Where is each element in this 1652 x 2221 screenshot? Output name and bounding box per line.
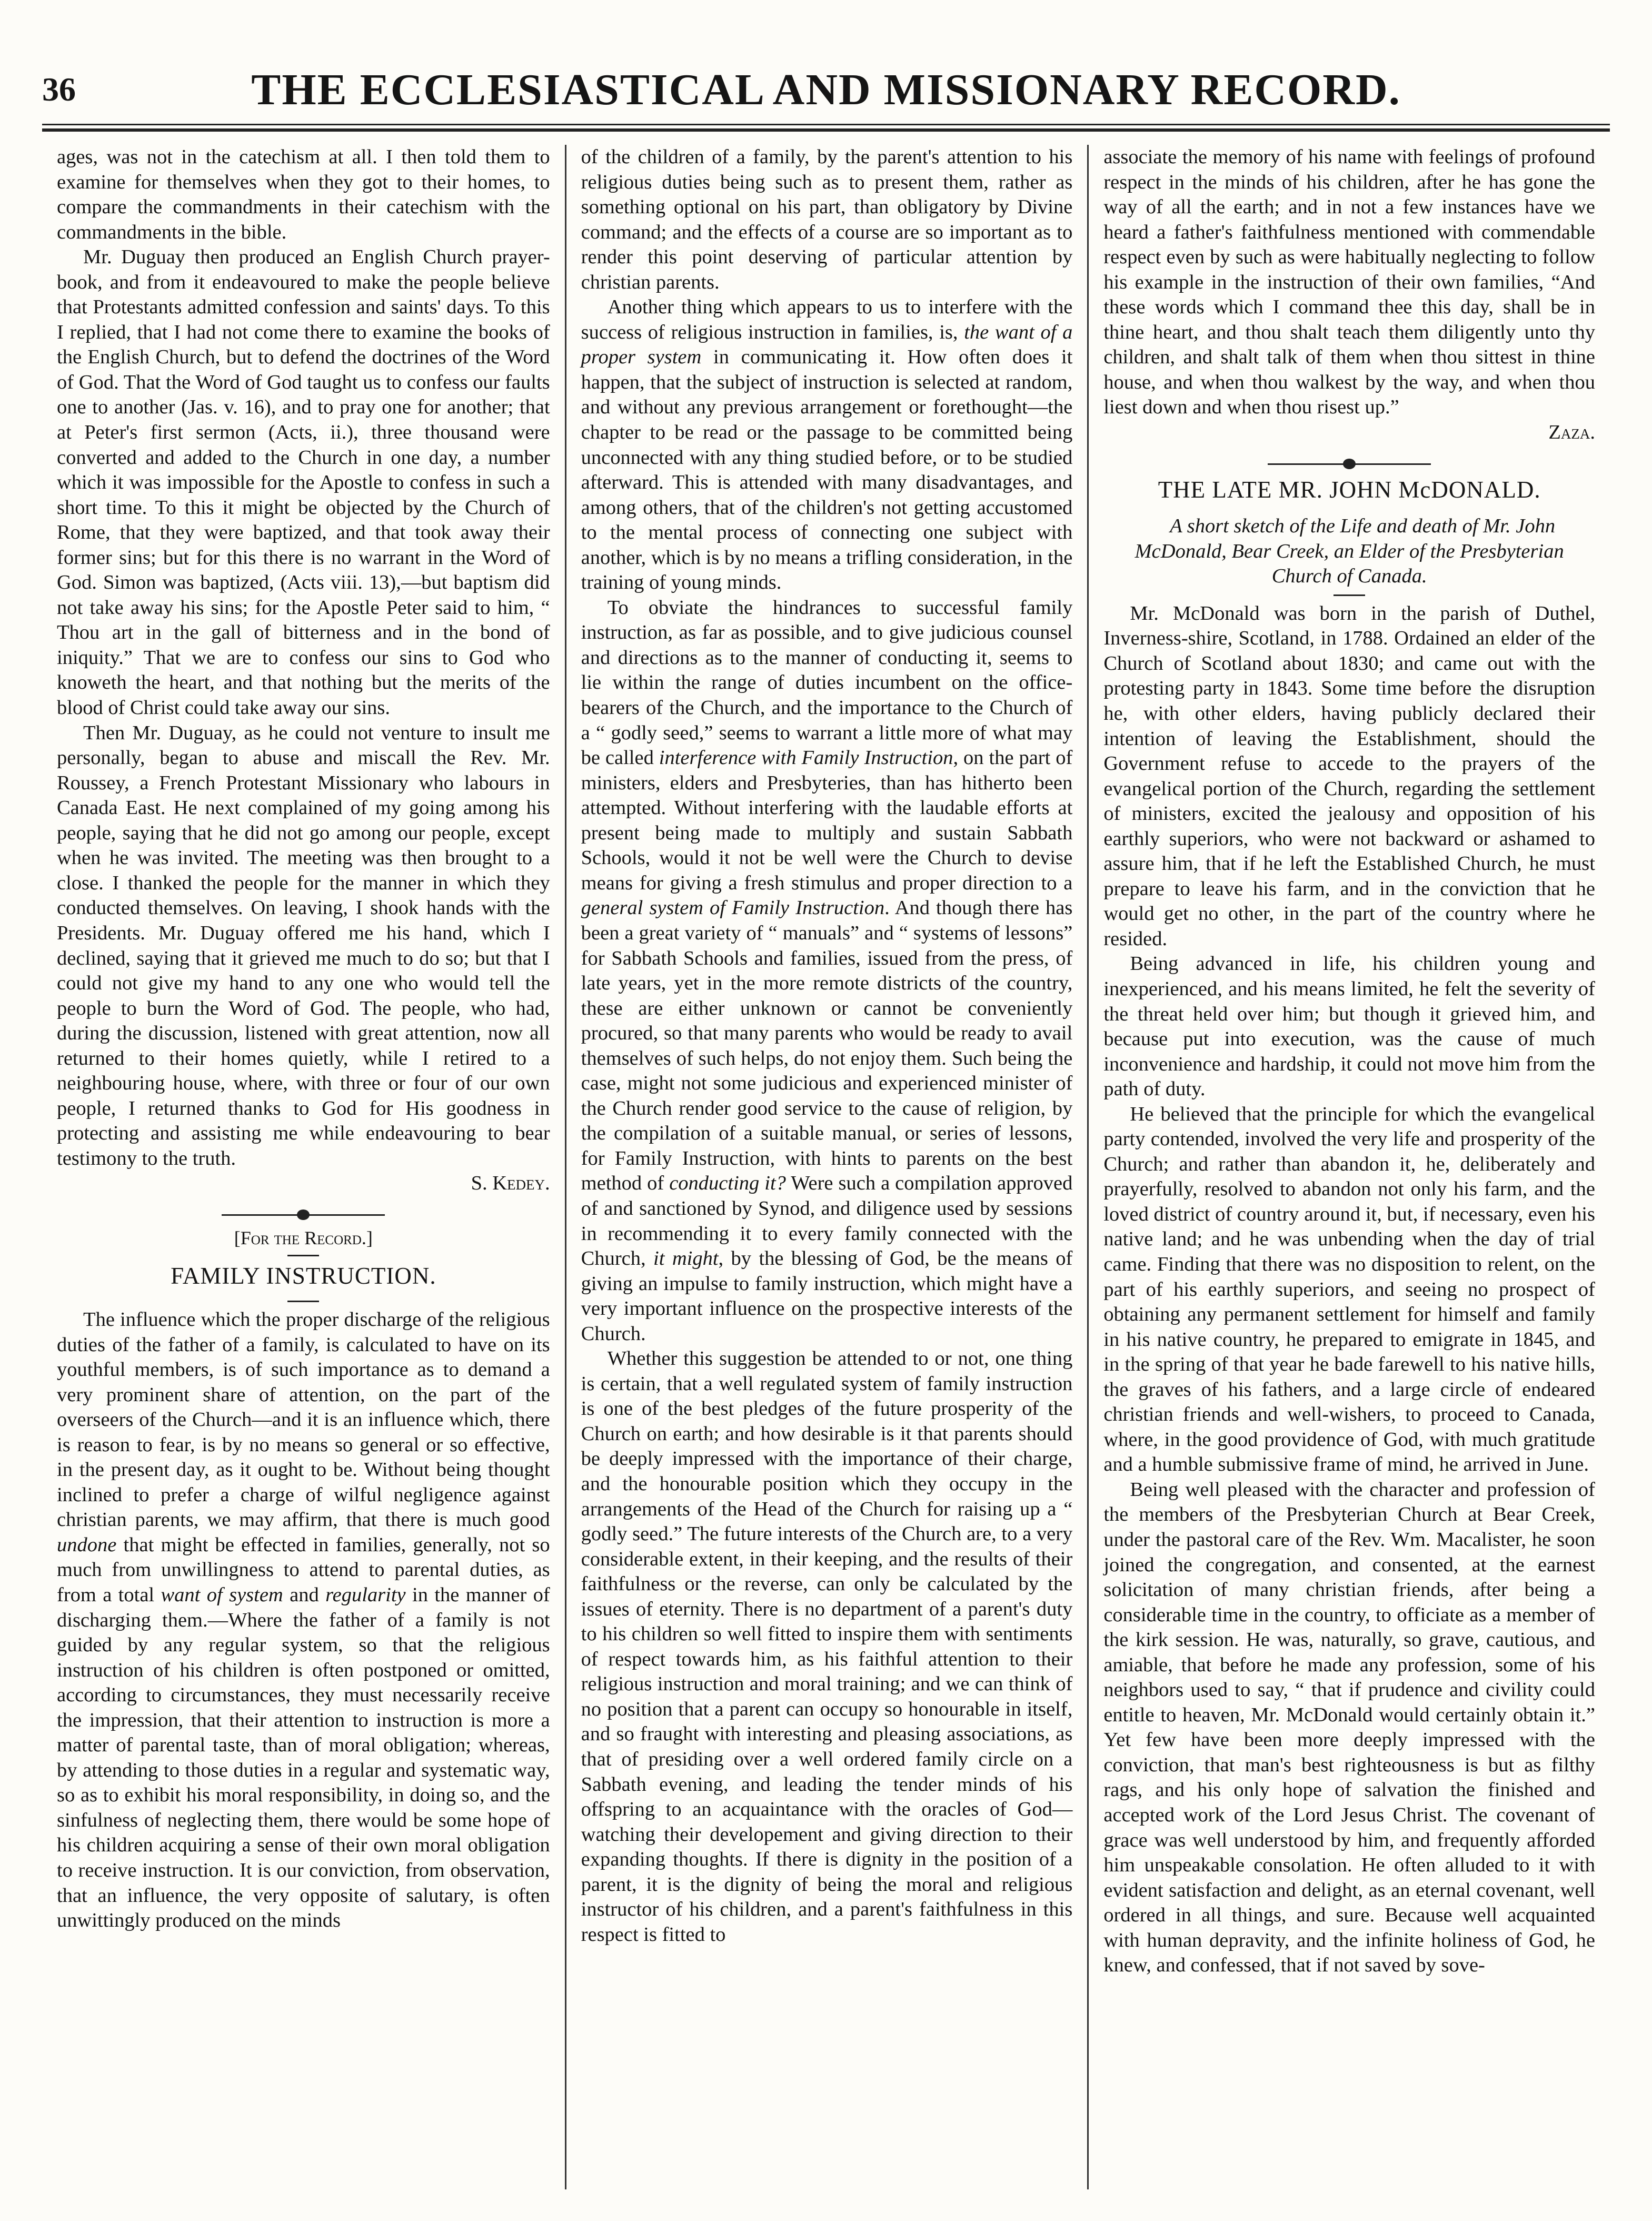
article-subtitle: A short sketch of the Life and death of Mr. John McDonald, Bear Creek, an Elder of the Presbyterian Church of Canada. <box>1134 515 1564 588</box>
paragraph: associate the memory of his name with feelings of profound respect in the minds of his children, after he has gone the way of all the earth; and in not a few instances have we heard a father's faithfulness mentioned with commendable respect even by such as were habitually neglecting to follow his example in the instruction of their own families, “And these words which I command thee this day, shall be in thine heart, and thou shalt teach them diligently unto thy children, and shalt talk of them when thou sittest in thine house, and when thou walkest by the way, and when thou liest down and when thou risest up.” <box>1103 146 1595 419</box>
emphasis: conducting it? <box>669 1172 786 1195</box>
paragraph <box>581 295 1073 596</box>
text-run: and <box>283 1584 326 1606</box>
for-record-label: [For the Record.] <box>234 1227 373 1248</box>
text-run: , by the blessing of God, be the means of giving an impulse to family instruction, which might have a very important influence on the prospective interests of the Church. <box>581 1247 1073 1345</box>
emphasis: want of system <box>161 1584 283 1606</box>
signature: Zaza. <box>1548 421 1595 444</box>
emphasis: undone <box>57 1533 117 1556</box>
text-run: , on the part of ministers, elders and Presbyteries, than has hitherto been attempted. Without interfering with the laudable efforts at present being made to multiply and sustain Sabbath Schools, would it not be well were the Church to devise means for giving a fresh stimulus and proper direction to a <box>581 747 1073 894</box>
text-run: Another thing which appears to us to interfere with the success of religious instruction in families, is, <box>581 296 1073 343</box>
header-rule-thin <box>42 124 1610 125</box>
short-rule <box>287 1301 319 1302</box>
article-columns <box>42 145 1610 2189</box>
column-1 <box>42 145 565 2189</box>
paragraph <box>57 1307 550 1934</box>
emphasis: regularity <box>325 1584 406 1606</box>
text-run: . And though there has been a great variety of “ manuals” and “ systems of lessons” for Sabbath Schools and families, issued from the press, of late years, yet in the more remote districts of the country, these are either unknown or cannot be conveniently procured, so that many parents who would be ready to avail themselves of such helps, do not enjoy them. Such being the case, might not some judicious and experienced minister of the Church render good service to the cause of religion, by the compilation of a suitable manual, or series of lessons, for Family Instruction, with hints to parents on the best method of <box>581 897 1073 1195</box>
header-rule-thick <box>42 128 1610 132</box>
column-3 <box>1087 145 1610 2189</box>
paragraph: Mr. McDonald was born in the parish of Duthel, Inverness-shire, Scotland, in 1788. Ordained an elder of the Church of Scotland about 1830; and came out with the protesting party in 1843. Some time before the disruption he, with other elders, having publicly declared their intention of leaving the Establishment, should the Government refuse to accede to the prayers of the evangelical portion of the Church, regarding the settlement of ministers, excited the jealousy and opposition of his earthly superiors, who were not backward or ashamed to assure him, that if he left the Established Church, he must prepare to leave his farm, and in the conviction that he would get no other, in the part of the country where he resided. <box>1103 602 1595 950</box>
short-rule <box>287 1255 319 1256</box>
paragraph: ages, was not in the catechism at all. I then told them to examine for themselves when they got to their homes, to compare the commandments in their catechism with the commandments in the bible. <box>57 146 550 243</box>
emphasis: the want of a proper system <box>581 321 1073 369</box>
paragraph: Then Mr. Duguay, as he could not venture to insult me personally, began to abuse and miscall the Rev. Mr. Roussey, a French Protestant Missionary who labours in Canada East. He next complained of my going among his people, saying that he did not go among our people, except when he was invited. The meeting was then brought to a close. I thanked the people for the manner in which they conducted themselves. On leaving, I shook hands with the Presidents. Mr. Duguay offered me his hand, which I declined, saying that it grieved me much to do so; but that I could not give my hand to any one who would tell the people to burn the Word of God. The people, who had, during the discussion, listened with great attention, now all returned to their homes quietly, while I retired to a neighbouring house, where, with three or four of our own people, I returned thanks to God for His goodness in protecting and assisting me while endeavouring to bear testimony to the truth. <box>57 721 550 1169</box>
short-rule <box>1333 594 1365 596</box>
section-divider <box>1103 463 1595 465</box>
emphasis: interference with Family Instruction <box>659 747 953 769</box>
section-title-john-mcdonald: THE LATE MR. JOHN McDONALD. <box>1158 476 1541 503</box>
section-title-family-instruction: FAMILY INSTRUCTION. <box>171 1263 436 1290</box>
page-number: 36 <box>42 71 76 108</box>
journal-title: THE ECCLESIASTICAL AND MISSIONARY RECORD. <box>251 65 1401 114</box>
text-run: Were such a compilation approved of and sanctioned by Synod, and diligence used by sessions in recommending it to every family connected with the Church, <box>581 1172 1073 1270</box>
text-run: in communicating it. How often does it happen, that the subject of instruction is selected at random, and without any previous arrangement or forethought—the chapter to be read or the passage to be committed being unconnected with any thing studied before, or to be studied afterward. This is attended with many disadvantages, and among others, that of the children's not getting accustomed to the mental process of connecting one subject with another, which is by no means a trifling consideration, in the training of young minds. <box>581 346 1073 594</box>
emphasis: it might <box>653 1247 719 1270</box>
page-header <box>42 61 1610 118</box>
paragraph: Mr. Duguay then produced an English Church prayer-book, and from it endeavoured to make the people believe that Protestants admitted confession and saints' days. To this I replied, that I had not come there to examine the books of the English Church, but to defend the doctrines of the Word of God. That the Word of God taught us to confess our faults one to another (Jas. v. 16), and to pray one for another; that at Peter's first sermon (Acts, ii.), three thousand were converted and added to the Church in one day, a number which it was impossible for the Apostle to confess in such a short time. To this it might be objected by the Church of Rome, that they were baptized, and that took away their former sins; but for this there is no warrant in the Word of God. Simon was baptized, (Acts viii. 13),—but baptism did not take away his sins; for the Apostle Peter said to him, “ Thou art in the gall of bitterness and in the bond of iniquity.” That we are to confess our sins to God who knoweth the heart, and that nothing but the merits of the blood of Christ could take away our sins. <box>57 246 550 719</box>
paragraph: Being well pleased with the character and profession of the members of the Presbyterian Church at Bear Creek, under the pastoral care of the Rev. Wm. Macalister, he soon joined the congregation, and consented, at the earnest solicitation of many christian friends, after being a considerable time in the country, to officiate as a member of the kirk session. He was, naturally, so grave, cautious, and amiable, that before he made any profession, some of his neighbors used to say, “ that if prudence and civility could entitle to heaven, Mr. McDonald would certainly obtain it.” Yet few have been more deeply impressed with the conviction, that man's best righteousness is but as filthy rags, and his only hope of salvation the finished and accepted work of the Lord Jesus Christ. The covenant of grace was well understood by him, and frequently afforded him unspeakable consolation. He often alluded to it with evident satisfaction and delight, as an eternal covenant, well ordered in all things, and sure. Because well acquainted with human depravity, and the infinite holiness of God, he knew, and confessed, that if not saved by sove- <box>1103 1478 1595 1977</box>
column-2 <box>565 145 1088 2189</box>
text-run: The influence which the proper discharge of the religious duties of the father of a family, is calculated to have on its youthful members, is of such importance as to demand a very prominent share of attention, on the part of the overseers of the Church—and it is an influence which, there is reason to fear, is by no means so general or so effective, in the present day, as it ought to be. Without being thought inclined to prefer a charge of wilful negligence against christian parents, we may affirm, that there is much good <box>57 1308 550 1531</box>
paragraph: Being advanced in life, his children young and inexperienced, and his means limited, he felt the severity of the threat held over him; but though it grieved him, and because put into execution, was the cause of much inconvenience and hardship, it could not move him from the path of duty. <box>1103 953 1595 1100</box>
text-run: that might be effected in families, generally, not so much from unwillingness to attend to parental duties, as from a total <box>57 1533 550 1606</box>
paragraph: Whether this suggestion be attended to or not, one thing is certain, that a well regulated system of family instruction is one of the best pledges of the future prosperity of the Church on earth; and how desirable is it that parents should be deeply impressed with the importance of their charge, and the honourable position which they occupy in the arrangements of the Head of the Church for raising up a “ godly seed.” The future interests of the Church are, to a very considerable extent, in their keeping, and the results of their faithfulness or the reverse, can only be calculated by the issues of eternity. There is no department of a parent's duty to his children so well fitted to inspire them with sentiments of respect towards him, as his faithful attention to their religious instruction and moral training; and we can think of no position that a parent can occupy so honourable in itself, and so fraught with interesting and pleasing associations, as that of presiding over a well ordered family circle on a Sabbath evening, and leading the tender minds of his offspring to an acquaintance with the oracles of God—watching their developement and giving direction to their expanding thoughts. If there is dignity in the position of a parent, it is the dignity of being the moral and religious instructor of his children, and a parent's faithfulness in this respect is fitted to <box>581 1347 1073 1946</box>
text-run: in the manner of discharging them.—Where the father of a family is not guided by any regular system, so that the religious instruction of his children is often postponed or omitted, according to circumstances, they must necessarily receive the impression, that their attention to instruction is more a matter of parental taste, than of moral obligation; whereas, by attending to those duties in a regular and systematic way, so as to exhibit his moral responsibility, in doing so, and the sinfulness of neglecting them, there would be some hope of his children acquiring a sense of their own moral obligation to receive instruction. It is our conviction, from observation, that an influence, the very opposite of salutary, is often unwittingly produced on the minds <box>57 1584 550 1932</box>
paragraph <box>581 596 1073 1346</box>
paragraph: He believed that the principle for which the evangelical party contended, involved the very life and prosperity of the Church; and rather than abandon it, he, deliberately and prayerfully, resolved to abandon not only his farm, and the loved district of country around it, but, if necessary, even his native land; and he was unbending when the day of trial came. Finding that there was no disposition to relent, on the part of his earthly superiors, and seeing no prospect of obtaining any permanent settlement for himself and family in his native country, he prepared to emigrate in 1845, and in the spring of that year he bade farewell to his native hills, the graves of his fathers, and a large circle of endeared christian friends and well-wishers, to proceed to Canada, where, in the good providence of God, with much gratitude and a humble submissive frame of mind, he arrived in June. <box>1103 1103 1595 1476</box>
text-run: To obviate the hindrances to successful family instruction, as far as possible, and to give judicious counsel and directions as to the manner of conducting it, seems to lie within the range of duties incumbent on the office-bearers of the Church, and the importance to the Church of a “ godly seed,” seems to warrant a little more of what may be called <box>581 596 1073 769</box>
signature: S. Kedey. <box>471 1172 550 1195</box>
paragraph: of the children of a family, by the parent's attention to his religious duties being such as to present them, rather as something optional on his part, than obligatory by Divine command; and the effects of a course are so important as to render this point deserving of particular attention by christian parents. <box>581 146 1073 293</box>
section-divider <box>57 1214 550 1216</box>
emphasis: general system of Family Instruction <box>581 897 885 919</box>
